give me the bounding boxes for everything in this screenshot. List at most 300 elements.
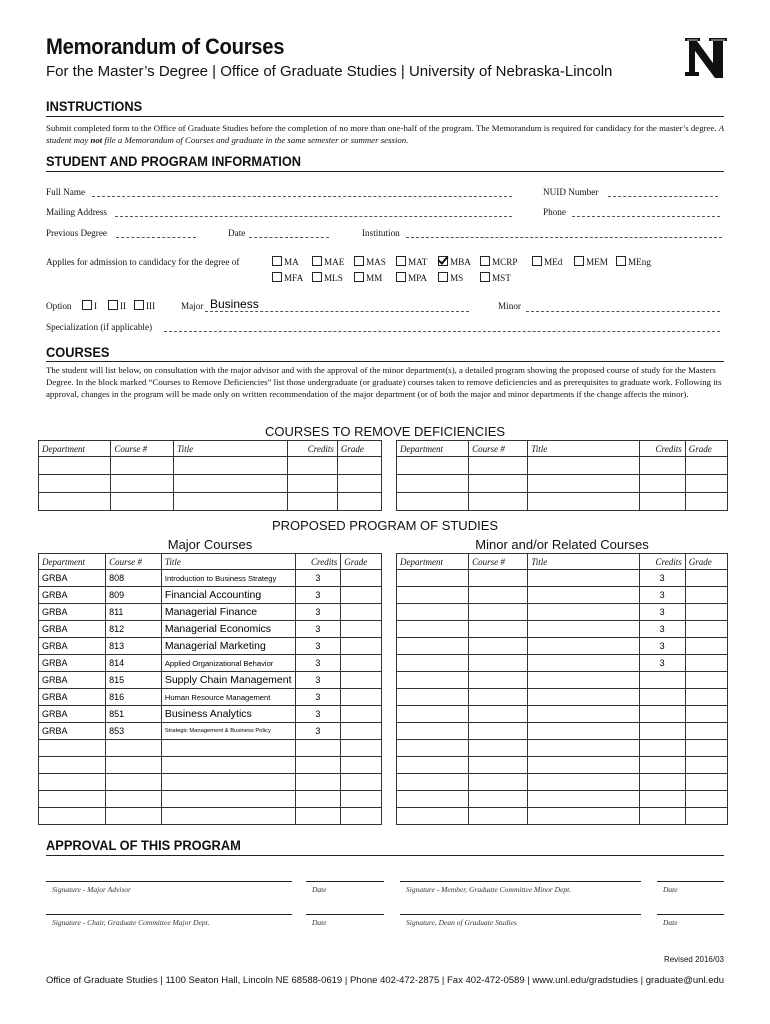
table-cell[interactable]: [397, 587, 469, 604]
table-row: [397, 808, 728, 825]
credits-cell[interactable]: 3: [295, 621, 341, 638]
table-cell[interactable]: [174, 493, 288, 511]
course-title-cell[interactable]: Managerial Marketing: [161, 638, 295, 655]
table-cell[interactable]: [528, 791, 639, 808]
credits-cell[interactable]: 3: [295, 587, 341, 604]
instructions-text-1: Submit completed form to the Office of Graduate Studies before the completion of no more than one-half of the program. The Memorandum is required for candidacy for the master’s degree.: [46, 123, 717, 133]
credits-cell[interactable]: 3: [639, 621, 685, 638]
grade-cell[interactable]: [341, 570, 382, 587]
degree-option-med[interactable]: [532, 256, 574, 267]
table-cell[interactable]: [685, 706, 727, 723]
table-cell[interactable]: [528, 689, 639, 706]
table-cell[interactable]: [397, 808, 469, 825]
footer: Office of Graduate Studies | 1100 Seaton Hall, Lincoln NE 68588-0619 | Phone 402-472-2875 | Fax 402-472-0589 | www.unl.edu/gradstudies | graduate@unl.edu: [45, 975, 725, 986]
course-title-cell[interactable]: Applied Organizational Behavior: [161, 655, 295, 672]
table-cell[interactable]: [397, 570, 469, 587]
course-title-cell[interactable]: Introduction to Business Strategy: [161, 570, 295, 587]
checkbox-icon[interactable]: [272, 256, 282, 266]
checkbox-icon[interactable]: [354, 272, 364, 282]
credits-cell[interactable]: 3: [295, 638, 341, 655]
course-title-cell[interactable]: Supply Chain Management: [161, 672, 295, 689]
applies-label: Applies for admission to candidacy for the degree of: [46, 257, 240, 267]
grade-cell[interactable]: [341, 604, 382, 621]
grade-cell[interactable]: [341, 587, 382, 604]
table-cell[interactable]: [39, 774, 106, 791]
table-cell[interactable]: [685, 689, 727, 706]
degree-option-mcrp[interactable]: [480, 256, 532, 267]
date-field[interactable]: [249, 237, 329, 238]
credits-cell[interactable]: 3: [639, 587, 685, 604]
table-cell[interactable]: [469, 621, 528, 638]
grade-cell[interactable]: [341, 706, 382, 723]
checkbox-icon[interactable]: [480, 256, 490, 266]
table-row: [397, 570, 728, 587]
table-cell[interactable]: [397, 689, 469, 706]
checkbox-icon[interactable]: [574, 256, 584, 266]
table-cell[interactable]: [685, 475, 727, 493]
course-title-cell[interactable]: Managerial Economics: [161, 621, 295, 638]
table-cell[interactable]: [528, 672, 639, 689]
table-cell[interactable]: [528, 587, 639, 604]
table-cell[interactable]: [685, 457, 727, 475]
specialization-field[interactable]: [164, 331, 720, 332]
sig-line-dean[interactable]: [400, 914, 641, 915]
table-cell[interactable]: [39, 493, 111, 511]
table-cell[interactable]: [397, 493, 469, 511]
table-cell[interactable]: [469, 706, 528, 723]
table-cell[interactable]: [111, 457, 174, 475]
checkbox-icon[interactable]: [312, 272, 322, 282]
column-header-course: Course #: [106, 554, 162, 570]
course-number-cell[interactable]: 816: [106, 689, 162, 706]
table-cell[interactable]: [685, 621, 727, 638]
phone-label: Phone: [543, 207, 566, 217]
degree-options-row-1: [272, 256, 660, 267]
table-cell[interactable]: [639, 493, 685, 511]
table-row: [39, 587, 382, 604]
page-title: Memorandum of Courses: [46, 34, 285, 59]
table-cell[interactable]: [397, 791, 469, 808]
table-cell[interactable]: [469, 587, 528, 604]
table-cell[interactable]: [106, 757, 162, 774]
table-cell[interactable]: [528, 621, 639, 638]
table-cell[interactable]: [397, 706, 469, 723]
credits-cell[interactable]: 3: [639, 638, 685, 655]
student-heading: STUDENT AND PROGRAM INFORMATION: [46, 154, 302, 169]
table-cell[interactable]: [639, 457, 685, 475]
table-cell[interactable]: [397, 723, 469, 740]
table-cell[interactable]: [639, 791, 685, 808]
table-cell[interactable]: [295, 757, 341, 774]
table-cell[interactable]: [639, 740, 685, 757]
major-courses-title: Major Courses: [167, 537, 253, 552]
course-title-cell[interactable]: Strategic Management & Business Policy: [161, 723, 295, 740]
column-header-grade: Grade: [685, 441, 727, 457]
course-number-cell[interactable]: 813: [106, 638, 162, 655]
table-cell[interactable]: [528, 808, 639, 825]
table-cell[interactable]: [161, 740, 295, 757]
previous-degree-field[interactable]: [116, 237, 196, 238]
course-title-cell[interactable]: Financial Accounting: [161, 587, 295, 604]
sig-line-major-advisor[interactable]: [46, 881, 292, 882]
table-cell[interactable]: [39, 475, 111, 493]
option-i[interactable]: [82, 300, 108, 311]
table-cell[interactable]: [469, 457, 528, 475]
table-cell[interactable]: [341, 774, 382, 791]
table-cell[interactable]: [639, 689, 685, 706]
table-cell[interactable]: [39, 808, 106, 825]
table-cell[interactable]: [469, 570, 528, 587]
credits-cell[interactable]: 3: [295, 655, 341, 672]
checkbox-icon[interactable]: [438, 256, 448, 266]
degree-option-mas[interactable]: [354, 256, 396, 267]
date-label: Date: [228, 228, 246, 238]
degree-option-meng[interactable]: [616, 256, 660, 267]
degree-option-mls[interactable]: [312, 272, 354, 283]
table-cell[interactable]: [288, 457, 338, 475]
table-cell[interactable]: [469, 723, 528, 740]
sig-line-minor[interactable]: [400, 881, 641, 882]
course-number-cell[interactable]: 815: [106, 672, 162, 689]
checkbox-icon[interactable]: [480, 272, 490, 282]
credits-cell[interactable]: 3: [295, 570, 341, 587]
table-row: [39, 655, 382, 672]
table-row: [397, 757, 728, 774]
table-row: [397, 723, 728, 740]
table-cell[interactable]: [39, 791, 106, 808]
checkbox-icon[interactable]: [354, 256, 364, 266]
divider: [46, 171, 724, 172]
department-cell[interactable]: GRBA: [39, 587, 106, 604]
table-row: [39, 672, 382, 689]
table-cell[interactable]: [469, 493, 528, 511]
grade-cell[interactable]: [341, 621, 382, 638]
column-header-title: Title: [161, 554, 295, 570]
table-cell[interactable]: [528, 493, 639, 511]
grade-cell[interactable]: [341, 689, 382, 706]
table-cell[interactable]: [106, 740, 162, 757]
table-row: [397, 457, 728, 475]
checkbox-icon[interactable]: [532, 256, 542, 266]
table-cell[interactable]: [341, 791, 382, 808]
table-cell[interactable]: [397, 672, 469, 689]
table-cell[interactable]: [469, 774, 528, 791]
checkbox-icon[interactable]: [82, 300, 92, 310]
grade-cell[interactable]: [341, 655, 382, 672]
department-cell[interactable]: GRBA: [39, 672, 106, 689]
table-cell[interactable]: [469, 740, 528, 757]
table-cell[interactable]: [469, 808, 528, 825]
table-cell[interactable]: [295, 808, 341, 825]
course-number-cell[interactable]: 812: [106, 621, 162, 638]
table-cell[interactable]: [397, 457, 469, 475]
degree-option-mat[interactable]: [396, 256, 438, 267]
course-number-cell[interactable]: 809: [106, 587, 162, 604]
nuid-label: NUID Number: [543, 187, 599, 197]
table-row: [397, 774, 728, 791]
degree-option-ma[interactable]: [272, 256, 312, 267]
table-cell[interactable]: [106, 808, 162, 825]
table-cell[interactable]: [161, 774, 295, 791]
department-cell[interactable]: GRBA: [39, 570, 106, 587]
table-cell[interactable]: [685, 774, 727, 791]
table-cell[interactable]: [469, 638, 528, 655]
full-name-field[interactable]: [92, 196, 512, 197]
course-number-cell[interactable]: 851: [106, 706, 162, 723]
table-cell[interactable]: [528, 457, 639, 475]
column-header-title: Title: [528, 554, 639, 570]
table-cell[interactable]: [295, 774, 341, 791]
table-row: [39, 808, 382, 825]
table-cell[interactable]: [341, 740, 382, 757]
column-header-department: Department: [39, 554, 106, 570]
department-cell[interactable]: GRBA: [39, 723, 106, 740]
table-cell[interactable]: [685, 723, 727, 740]
course-title-cell[interactable]: Managerial Finance: [161, 604, 295, 621]
degree-option-mst[interactable]: [480, 272, 524, 283]
table-row: [397, 638, 728, 655]
degree-label: MLS: [324, 273, 343, 283]
grade-cell[interactable]: [341, 672, 382, 689]
institution-label: Institution: [362, 228, 400, 238]
course-number-cell[interactable]: 808: [106, 570, 162, 587]
department-cell[interactable]: GRBA: [39, 604, 106, 621]
minor-field[interactable]: [526, 311, 720, 312]
table-cell[interactable]: [639, 757, 685, 774]
checkbox-icon[interactable]: [134, 300, 144, 310]
table-row: [39, 757, 382, 774]
degree-option-mm[interactable]: [354, 272, 396, 283]
column-header-course: Course #: [469, 554, 528, 570]
table-cell[interactable]: [397, 757, 469, 774]
table-cell[interactable]: [469, 604, 528, 621]
instructions-heading: INSTRUCTIONS: [46, 99, 143, 114]
table-cell[interactable]: [685, 655, 727, 672]
checkbox-icon[interactable]: [438, 272, 448, 282]
table-cell[interactable]: [469, 689, 528, 706]
checkbox-icon[interactable]: [108, 300, 118, 310]
credits-cell[interactable]: 3: [639, 570, 685, 587]
table-cell[interactable]: [295, 740, 341, 757]
nuid-field[interactable]: [608, 196, 718, 197]
table-cell[interactable]: [111, 493, 174, 511]
table-cell[interactable]: [685, 757, 727, 774]
table-cell[interactable]: [397, 638, 469, 655]
option-ii[interactable]: [108, 300, 134, 311]
degree-label: MAS: [366, 257, 386, 267]
column-header-credits: Credits: [288, 441, 338, 457]
option-label: Option: [46, 301, 72, 311]
department-cell[interactable]: GRBA: [39, 689, 106, 706]
table-cell[interactable]: [639, 723, 685, 740]
table-cell[interactable]: [469, 757, 528, 774]
divider: [46, 855, 724, 856]
degree-label: MST: [492, 273, 511, 283]
checkbox-icon[interactable]: [272, 272, 282, 282]
table-row: [397, 493, 728, 511]
option-choices: [82, 300, 160, 311]
department-cell[interactable]: GRBA: [39, 655, 106, 672]
instructions-text-2a: A student may: [46, 123, 724, 145]
checkbox-icon[interactable]: [616, 256, 626, 266]
table-cell[interactable]: [337, 493, 381, 511]
courses-heading: COURSES: [46, 345, 110, 360]
course-number-cell[interactable]: 853: [106, 723, 162, 740]
column-header-credits: Credits: [639, 441, 685, 457]
degree-option-mpa[interactable]: [396, 272, 438, 283]
degree-label: MM: [366, 273, 383, 283]
table-cell[interactable]: [639, 808, 685, 825]
credits-cell[interactable]: 3: [639, 604, 685, 621]
department-cell[interactable]: GRBA: [39, 638, 106, 655]
table-row: [39, 706, 382, 723]
table-cell[interactable]: [337, 457, 381, 475]
table-cell[interactable]: [528, 774, 639, 791]
divider: [46, 361, 724, 362]
table-cell[interactable]: [528, 706, 639, 723]
date-label-1: Date: [312, 885, 327, 894]
table-cell[interactable]: [528, 757, 639, 774]
table-row: [39, 791, 382, 808]
table-cell[interactable]: [397, 604, 469, 621]
option-value: II: [120, 301, 127, 311]
table-cell[interactable]: [685, 791, 727, 808]
table-cell[interactable]: [341, 757, 382, 774]
degree-option-ms[interactable]: [438, 272, 480, 283]
degree-option-mae[interactable]: [312, 256, 354, 267]
table-header-row: [39, 441, 382, 457]
date-line-3[interactable]: [306, 914, 384, 915]
table-cell[interactable]: [341, 808, 382, 825]
table-cell[interactable]: [397, 655, 469, 672]
column-header-department: Department: [39, 441, 111, 457]
grade-cell[interactable]: [341, 638, 382, 655]
table-cell[interactable]: [685, 672, 727, 689]
table-cell[interactable]: [685, 638, 727, 655]
instructions-text-2c: file a Memorandum of Courses and graduate in the same semester or summer session.: [102, 135, 409, 145]
table-cell[interactable]: [528, 570, 639, 587]
degree-label: MCRP: [492, 257, 518, 267]
mailing-address-field[interactable]: [115, 216, 512, 217]
divider: [46, 116, 724, 117]
credits-cell[interactable]: 3: [295, 672, 341, 689]
table-cell[interactable]: [639, 706, 685, 723]
table-cell[interactable]: [174, 457, 288, 475]
checkbox-icon[interactable]: [396, 272, 406, 282]
column-header-title: Title: [528, 441, 639, 457]
course-number-cell[interactable]: 814: [106, 655, 162, 672]
table-cell[interactable]: [528, 740, 639, 757]
course-title-cell[interactable]: Business Analytics: [161, 706, 295, 723]
date-line-4[interactable]: [657, 914, 724, 915]
degree-label: MPA: [408, 273, 428, 283]
option-iii[interactable]: [134, 300, 160, 311]
table-cell[interactable]: [39, 457, 111, 475]
table-cell[interactable]: [174, 475, 288, 493]
table-cell[interactable]: [469, 475, 528, 493]
table-cell[interactable]: [528, 638, 639, 655]
institution-field[interactable]: [406, 237, 722, 238]
credits-cell[interactable]: 3: [295, 689, 341, 706]
table-row: [39, 493, 382, 511]
table-row: [39, 723, 382, 740]
credits-cell[interactable]: 3: [639, 655, 685, 672]
column-header-grade: Grade: [337, 441, 381, 457]
table-cell[interactable]: [469, 655, 528, 672]
table-cell[interactable]: [111, 475, 174, 493]
table-cell[interactable]: [685, 740, 727, 757]
table-cell[interactable]: [685, 493, 727, 511]
table-cell[interactable]: [161, 757, 295, 774]
date-label-4: Date: [663, 918, 678, 927]
table-cell[interactable]: [295, 791, 341, 808]
date-label-2: Date: [663, 885, 678, 894]
table-cell[interactable]: [397, 475, 469, 493]
table-cell[interactable]: [397, 774, 469, 791]
sig-line-chair[interactable]: [46, 914, 292, 915]
course-title-cell[interactable]: Human Resource Management: [161, 689, 295, 706]
table-cell[interactable]: [685, 808, 727, 825]
table-row: [39, 475, 382, 493]
table-cell[interactable]: [469, 791, 528, 808]
table-cell[interactable]: [161, 808, 295, 825]
grade-cell[interactable]: [341, 723, 382, 740]
date-line-2[interactable]: [657, 881, 724, 882]
degree-option-mfa[interactable]: [272, 272, 312, 283]
table-cell[interactable]: [685, 570, 727, 587]
table-cell[interactable]: [161, 791, 295, 808]
table-cell[interactable]: [397, 740, 469, 757]
credits-cell[interactable]: 3: [295, 604, 341, 621]
credits-cell[interactable]: 3: [295, 723, 341, 740]
table-cell[interactable]: [528, 723, 639, 740]
table-cell[interactable]: [528, 604, 639, 621]
table-cell[interactable]: [288, 493, 338, 511]
table-cell[interactable]: [528, 655, 639, 672]
table-cell[interactable]: [528, 475, 639, 493]
table-cell[interactable]: [39, 740, 106, 757]
phone-field[interactable]: [572, 216, 720, 217]
major-field[interactable]: [205, 311, 469, 312]
table-cell[interactable]: [397, 621, 469, 638]
table-cell[interactable]: [106, 791, 162, 808]
instructions-text-2b: not: [90, 135, 103, 145]
table-row: [397, 791, 728, 808]
table-cell[interactable]: [106, 774, 162, 791]
checkbox-icon[interactable]: [396, 256, 406, 266]
department-cell[interactable]: GRBA: [39, 706, 106, 723]
table-cell[interactable]: [639, 475, 685, 493]
table-cell[interactable]: [639, 672, 685, 689]
date-line-1[interactable]: [306, 881, 384, 882]
degree-option-mem[interactable]: [574, 256, 616, 267]
table-cell[interactable]: [39, 757, 106, 774]
table-cell[interactable]: [469, 672, 528, 689]
table-cell[interactable]: [337, 475, 381, 493]
table-cell[interactable]: [288, 475, 338, 493]
credits-cell[interactable]: 3: [295, 706, 341, 723]
table-cell[interactable]: [685, 587, 727, 604]
table-row: [39, 638, 382, 655]
department-cell[interactable]: GRBA: [39, 621, 106, 638]
checkbox-icon[interactable]: [312, 256, 322, 266]
degree-option-mba[interactable]: [438, 256, 480, 267]
degree-label: MFA: [284, 273, 304, 283]
table-cell[interactable]: [685, 604, 727, 621]
table-cell[interactable]: [639, 774, 685, 791]
degree-label: MAT: [408, 257, 428, 267]
course-number-cell[interactable]: 811: [106, 604, 162, 621]
